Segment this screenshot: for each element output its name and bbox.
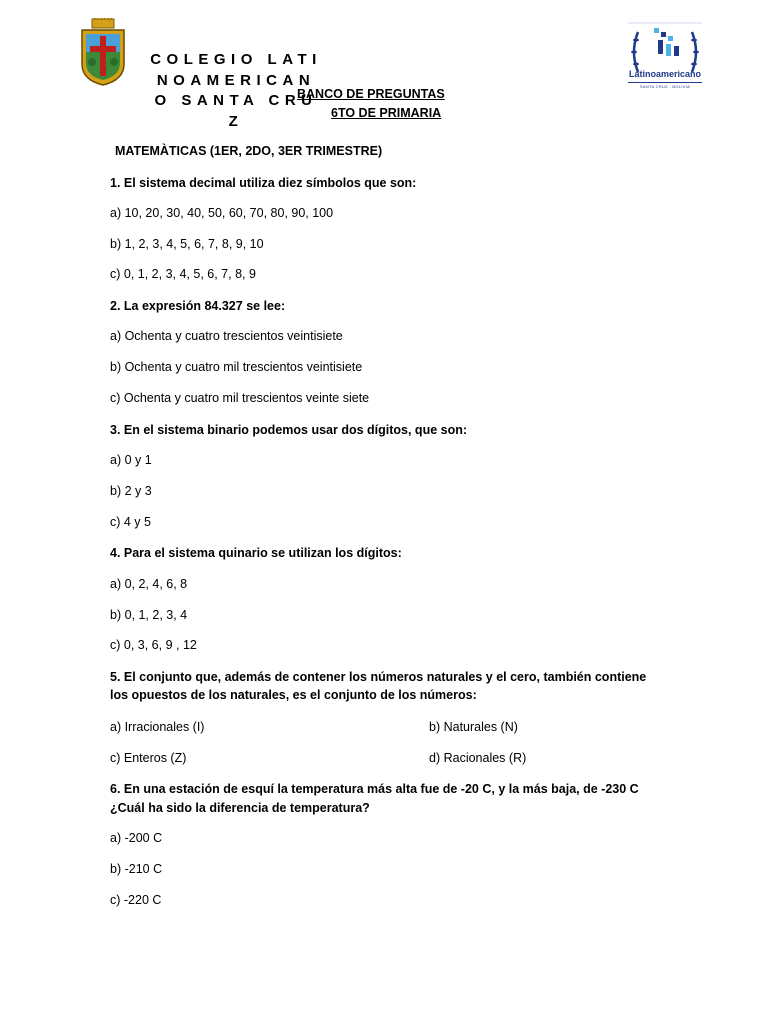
q3-option-b: b) 2 y 3	[110, 484, 152, 498]
q6-option-a: a) -200 C	[110, 831, 163, 845]
q4-option-c: c) 0, 3, 6, 9 , 12	[110, 638, 197, 652]
question-6-line-1: 6. En una estación de esquí la temperatura más alta fue de -20 C, y la más baja, de -230 C	[110, 782, 639, 796]
q5-option-b: b) Naturales (N)	[429, 720, 518, 734]
logo-text: Latinoamericano	[628, 69, 702, 79]
q3-option-c: c) 4 y 5	[110, 515, 151, 529]
q2-option-b: b) Ochenta y cuatro mil trescientos veintisiete	[110, 360, 363, 374]
q2-option-c: c) Ochenta y cuatro mil trescientos veinte siete	[110, 391, 370, 405]
school-name: COLEGIO LATINOAMERICANO SANTA CRUZ	[150, 51, 322, 130]
question-2: 2. La expresión 84.327 se lee:	[110, 299, 286, 313]
q1-option-a: a) 10, 20, 30, 40, 50, 60, 70, 80, 90, 100	[110, 206, 334, 220]
laurel-logo-icon	[628, 22, 702, 90]
logo-subtext: SANTA CRUZ - BOLIVIA	[639, 84, 691, 89]
q3-option-a: a) 0 y 1	[110, 453, 152, 467]
question-1: 1. El sistema decimal utiliza diez símbolos que son:	[110, 176, 417, 190]
q6-option-b: b) -210 C	[110, 862, 163, 876]
q2-option-a: a) Ochenta y cuatro trescientos veintisiete	[110, 329, 343, 343]
grade-title: 6TO DE PRIMARIA	[331, 106, 442, 120]
school-logo-right	[628, 22, 702, 90]
q5-option-c: c) Enteros (Z)	[110, 751, 187, 765]
q1-option-b: b) 1, 2, 3, 4, 5, 6, 7, 8, 9, 10	[110, 237, 264, 251]
question-3: 3. En el sistema binario podemos usar dos dígitos, que son:	[110, 423, 468, 437]
question-6-line-2: ¿Cuál ha sido la diferencia de temperatura?	[110, 801, 370, 815]
q5-option-d: d) Racionales (R)	[429, 751, 527, 765]
q5-option-a: a) Irracionales (I)	[110, 720, 205, 734]
question-5-line-2: los opuestos de los naturales, es el conjunto de los números:	[110, 688, 477, 702]
q1-option-c: c) 0, 1, 2, 3, 4, 5, 6, 7, 8, 9	[110, 267, 256, 281]
q4-option-a: a) 0, 2, 4, 6, 8	[110, 577, 188, 591]
q6-option-c: c) -220 C	[110, 893, 162, 907]
coat-of-arms-icon	[78, 18, 128, 86]
q4-option-b: b) 0, 1, 2, 3, 4	[110, 608, 188, 622]
bank-title: BANCO DE PREGUNTAS	[297, 87, 445, 101]
question-4: 4. Para el sistema quinario se utilizan los dígitos:	[110, 546, 402, 560]
question-5-line-1: 5. El conjunto que, además de contener los números naturales y el cero, también contiene	[110, 670, 647, 684]
subject-heading: MATEMÀTICAS (1ER, 2DO, 3ER TRIMESTRE)	[115, 144, 383, 158]
school-crest-left	[78, 18, 128, 86]
